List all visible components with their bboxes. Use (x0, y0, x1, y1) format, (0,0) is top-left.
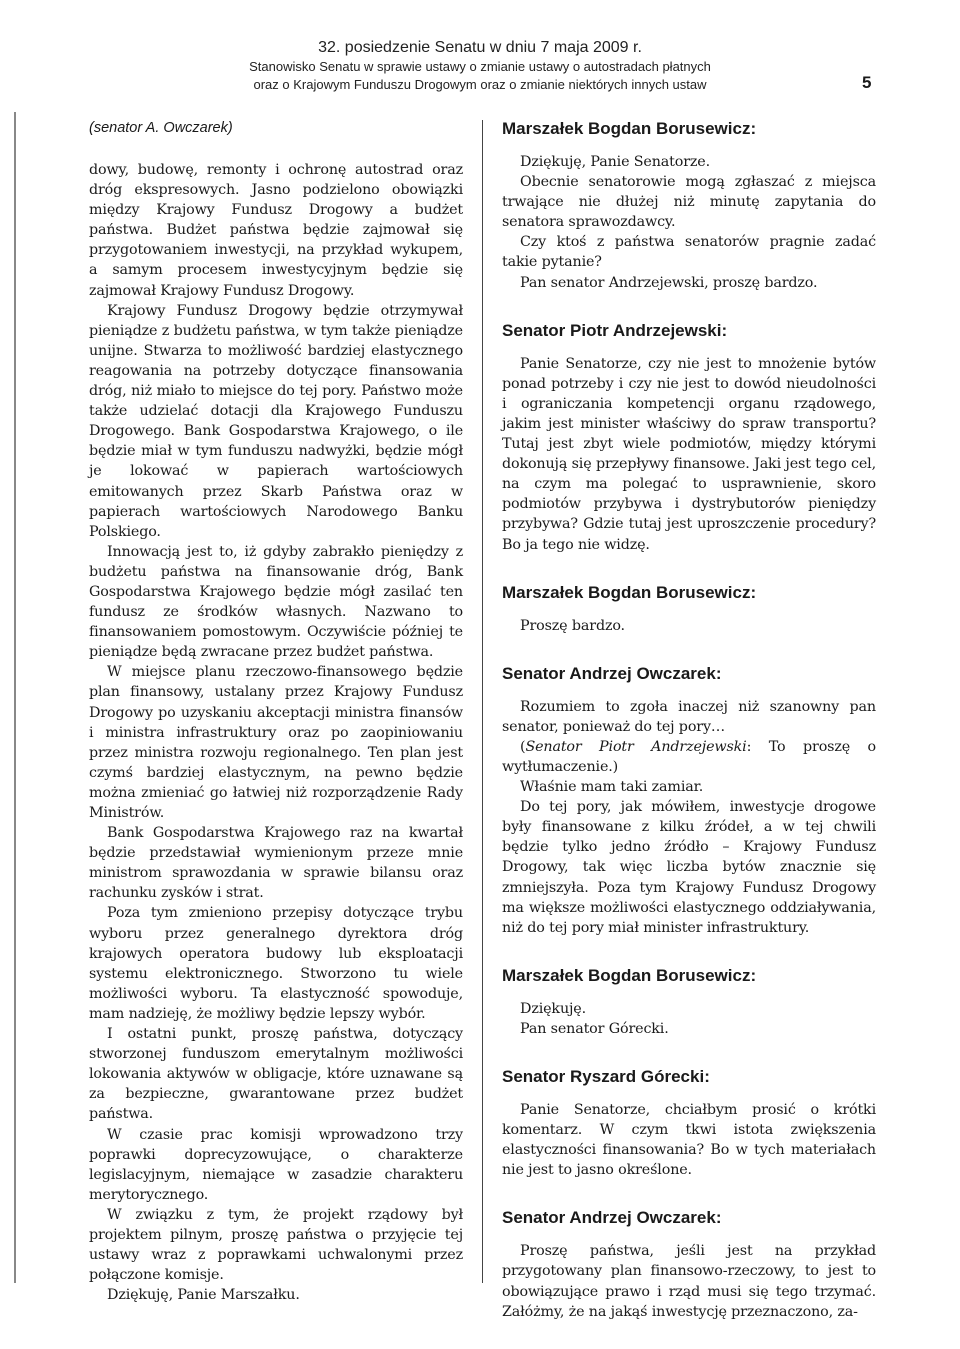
paragraph: Pan senator Górecki. (520, 1020, 669, 1037)
column-divider (482, 120, 483, 1283)
paragraph: Panie Senatorze, czy nie jest to mnożenie bytów ponad potrzeby i czy nie jest to dowód nieudolności i ograniczania kompetencji organu rządowego, jakim jest minister właściwy do spraw transportu? Tutaj jest zbyt wiele podmiotów, między którymi dokonują się przepływy finansowe. Jaki jest tego cel, na czym ma polegać to usprawnienie, skoro podmiotów przybywa i dystrybutorów pieniędzy przybywa? Gdzie tutaj jest uproszczenie procedury? Bo ja tego nie widzę. (502, 355, 876, 553)
margin-mark (14, 112, 16, 1283)
paragraph: Panie Senatorze, chciałbym prosić o krótki komentarz. W czym tkwi istota zwiększenia elastyczności finansowania? Bo w tych materiałach nie jest to jasno określone. (502, 1102, 876, 1179)
paragraph: Krajowy Fundusz Drogowy będzie otrzymywał pieniądze z budżetu państwa, w tym także pieniądze unijne. Stwarza to możliwość bardziej elastycznego reagowania na potrzeby dotyczące finansowania dróg, niż miało to miejsce do tej pory. Państwo może także udzielać dotacji dla Krajowego Funduszu Drogowego. Bank Gospodarstwa Krajowego, o ile będzie miał w tym funduszu nadwyżki, będzie mógł je lokować w papierach wartościowych emitowanych przez Skarb Państwa oraz w papierach wartościowych Narodowego Banku Polskiego. (89, 302, 463, 540)
left-column (89, 118, 463, 1305)
paragraph: W czasie prac komisji wprowadzono trzy poprawki doprecyzowujące, o charakterze legislacyjnym, niemające w zasadzie charakteru merytorycznego. (89, 1126, 463, 1203)
interjection-speaker: Senator Piotr Andrzejewski (525, 738, 747, 755)
paragraph: Bank Gospodarstwa Krajowego raz na kwartał będzie przedstawiał wymienionym przeze mnie ministrom sprawozdania w sprawie bilansu oraz rachunku zysków i strat. (89, 825, 463, 902)
speech-block (502, 1207, 876, 1321)
paragraph: Proszę państwa, jeśli jest na przykład przygotowany plan finansowo-rzeczowy, to jest to obowiązujące prawo i rząd musi się tego trzymać. Załóżmy, że na jakąś inwestycję przeznaczono, za- (502, 1243, 876, 1320)
page-header (0, 38, 960, 94)
paragraph: Właśnie mam taki zamiar. (520, 779, 704, 796)
paragraph: I ostatni punkt, proszę państwa, dotyczący stworzonej funduszom emerytalnym możliwości lokowania aktywów w obligacje, które uznawane są za bezpieczne, gwarantowane przez budżet państwa. (89, 1026, 463, 1123)
speech-block (502, 582, 876, 636)
interjection-text: : To proszę o wytłumaczenie.) (502, 738, 876, 775)
paragraph: W miejsce planu rzeczowo-finansowego będzie plan finansowy, ustalany przez Krajowy Fundusz Drogowy po uzyskaniu akceptacji ministra finansów i ministra infrastruktury oraz po zaopiniowaniu przez ministra rozwoju regionalnego. Ten plan jest czymś bardziej elastycznym, na pewno będzie można zmieniać go łatwiej niż rozporządzenie Rady Ministrów. (89, 664, 463, 821)
speech-block (502, 1066, 876, 1180)
speaker-heading: Marszałek Bogdan Borusewicz: (502, 582, 757, 602)
speaker-heading: Marszałek Bogdan Borusewicz: (502, 965, 757, 985)
paragraph: Rozumiem to zgoła inaczej niż szanowny pan senator, ponieważ do tej pory… (502, 698, 876, 735)
speech-block (502, 663, 876, 938)
speech-block (502, 965, 876, 1039)
paragraph: Poza tym zmieniono przepisy dotyczące trybu wyboru przez generalnego dyrektora dróg krajowych operatora budowy lub eksploatacji systemu elektronicznego. Stworzono tu wiele możliwości wyboru. Ta elastyczność spowoduje, mam nadzieję, że możliwy będzie lepszy wybór. (89, 905, 463, 1022)
paragraph: Pan senator Andrzejewski, proszę bardzo. (520, 274, 818, 291)
paragraph: dowy, budowę, remonty i ochronę autostrad oraz dróg ekspresowych. Jasno podzielono obowiązki między Krajowy Fundusz Drogowy a budżet państwa. Budżet państwa będzie zajmował się przygotowaniem inwestycji, na przykład wykupem, a samym procesem inwestycyjnym będzie się zajmował Krajowy Fundusz Drogowy. (89, 162, 463, 299)
paragraph: Dziękuję, Panie Senatorze. (520, 154, 710, 170)
speaker-heading: Senator Andrzej Owczarek: (502, 663, 722, 683)
paragraph: W związku z tym, że projekt rządowy był projektem pilnym, proszę państwa o przyjęcie tej ustawy wraz z poprawkami uchwalonymi przez połączone komisje. (89, 1206, 463, 1284)
speaker-heading: Marszałek Bogdan Borusewicz: (502, 119, 757, 138)
header-session-title: 32. posiedzenie Senatu w dniu 7 maja 2009 r. (318, 39, 642, 56)
paragraph: Czy ktoś z państwa senatorów pragnie zadać takie pytanie? (502, 234, 876, 271)
paragraph: Proszę bardzo. (520, 617, 625, 634)
speaker-heading: Senator Ryszard Górecki: (502, 1067, 710, 1086)
speaker-heading: Senator Andrzej Owczarek: (502, 1208, 722, 1228)
interjection (502, 737, 876, 777)
paragraph: Dziękuję, Panie Marszałku. (107, 1287, 300, 1304)
paragraph: Do tej pory, jak mówiłem, inwestycje drogowe były finansowane z kilku źródeł, a w tej chwili będzie tylko jedno źródło – Krajowy Fundusz Drogowy, tak więc liczba bytów znacznie się zmniejszyła. Poza tym Krajowy Fundusz Drogowy ma większe możliwości elastycznego oddziaływania, niż do tej pory miał minister infrastruktury. (502, 799, 876, 936)
speech-block (502, 118, 876, 293)
right-column (502, 118, 876, 1349)
speaker-context: (senator A. Owczarek) (89, 120, 233, 136)
paragraph: Dziękuję. (520, 1000, 586, 1017)
page-number: 5 (862, 73, 872, 92)
paragraph: Innowacją jest to, iż gdyby zabrakło pieniędzy z budżetu państwa na finansowanie dróg, Bank Gospodarstwa Krajowego będzie mógł zasilać ten fundusz ze środków własnych. Nazwano to finansowaniem pomostowym. Oczywiście później te pieniądze będą zwracane przez budżet państwa. (89, 543, 463, 661)
header-subtitle-line1: Stanowisko Senatu w sprawie ustawy o zmianie ustawy o autostradach płatnych (249, 59, 711, 74)
speaker-heading: Senator Piotr Andrzejewski: (502, 320, 728, 340)
header-subtitle-line2: oraz o Krajowym Funduszu Drogowym oraz o zmianie niektórych innych ustaw (253, 77, 707, 92)
interjection-open: ( (520, 738, 526, 755)
paragraph: Obecnie senatorowie mogą zgłaszać z miejsca trwające nie dłużej niż minutę zapytania do senatora sprawozdawcy. (502, 174, 876, 231)
speech-block (502, 320, 876, 555)
